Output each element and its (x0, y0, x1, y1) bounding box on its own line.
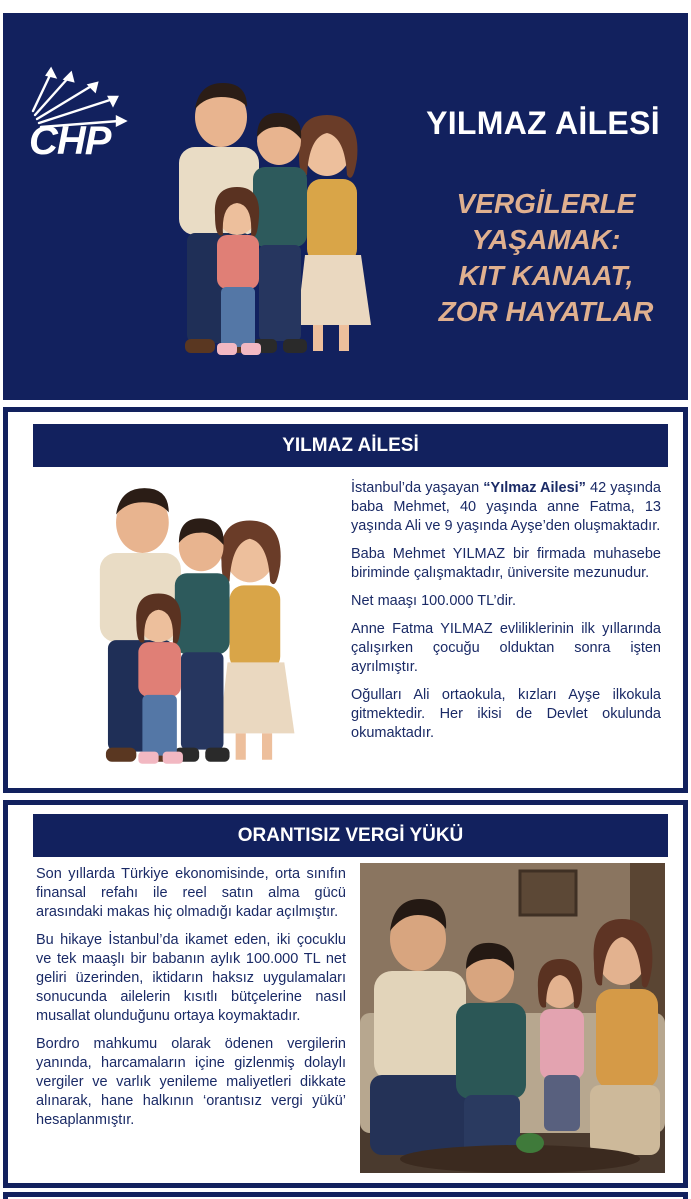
paragraph: Bu hikaye İstanbul’da ikamet eden, iki çocuklu ve tek maaşlı bir babanın aylık 100.000 TL net geliri üzerinden, iktidarın haksız uygulamaları sonucunda ailelerin kısıtlı bütçelerine nasıl musallat olunduğunu ortaya koymaktadır. (36, 932, 346, 1024)
chp-logo-text: CHP (29, 119, 111, 163)
subtitle-line: KIT KANAAT, (458, 260, 634, 291)
section-header: YILMAZ AİLESİ (33, 424, 668, 467)
subtitle-line: YAŞAMAK: (471, 224, 621, 255)
family-section (3, 407, 688, 793)
next-section (3, 1192, 688, 1199)
tax-burden-section (3, 800, 688, 1188)
family-name-emphasis: “Yılmaz Ailesi” (483, 480, 586, 496)
family-description (351, 479, 661, 752)
text-span: İstanbul’da yaşayan (351, 480, 484, 496)
paragraph: Anne Fatma YILMAZ evliliklerinin ilk yıllarında çalışırken çocuğu olduktan sonra işten ayrılmıştır. (351, 621, 661, 675)
hero-banner (3, 13, 688, 400)
hero-subtitle (401, 186, 691, 330)
tax-burden-description (36, 865, 346, 1139)
subtitle-line: ZOR HAYATLAR (438, 296, 654, 327)
text-span: 42 yaşında baba Mehmet, 40 yaşında anne Fatma, 13 yaşında Ali ve 9 yaşında Ayşe’den oluşmaktadır. (351, 480, 661, 534)
hero-title: YILMAZ AİLESİ (426, 105, 660, 141)
worried-family-photo (360, 863, 665, 1173)
paragraph: Net maaşı 100.000 TL’dir. (351, 593, 516, 609)
family-illustration (149, 75, 381, 371)
paragraph: Bordro mahkumu olarak ödenen vergilerin yanında, harcamaların içine gizlenmiş dolaylı vergiler ve varlık yenileme maliyetleri dikkate alınarak, hane halkının ‘orantısız vergi yükü’ hesaplanmıştır. (36, 1036, 346, 1128)
paragraph (351, 479, 661, 536)
subtitle-line: VERGİLERLE (456, 188, 636, 219)
paragraph: Son yıllarda Türkiye ekonomisinde, orta sınıfın finansal refahı ile reel satın alma gücü arasındaki makas hiç olmadığı kadar açılmıştır. (36, 866, 346, 920)
family-illustration (68, 480, 306, 780)
paragraph: Baba Mehmet YILMAZ bir firmada muhasebe biriminde çalışmaktadır, üniversite mezunudur. (351, 546, 661, 581)
paragraph: Oğulları Ali ortaokula, kızları Ayşe ilkokula gitmektedir. Her ikisi de Devlet okulunda okumaktadır. (351, 687, 661, 741)
section-header: ORANTISIZ VERGİ YÜKÜ (33, 814, 668, 857)
